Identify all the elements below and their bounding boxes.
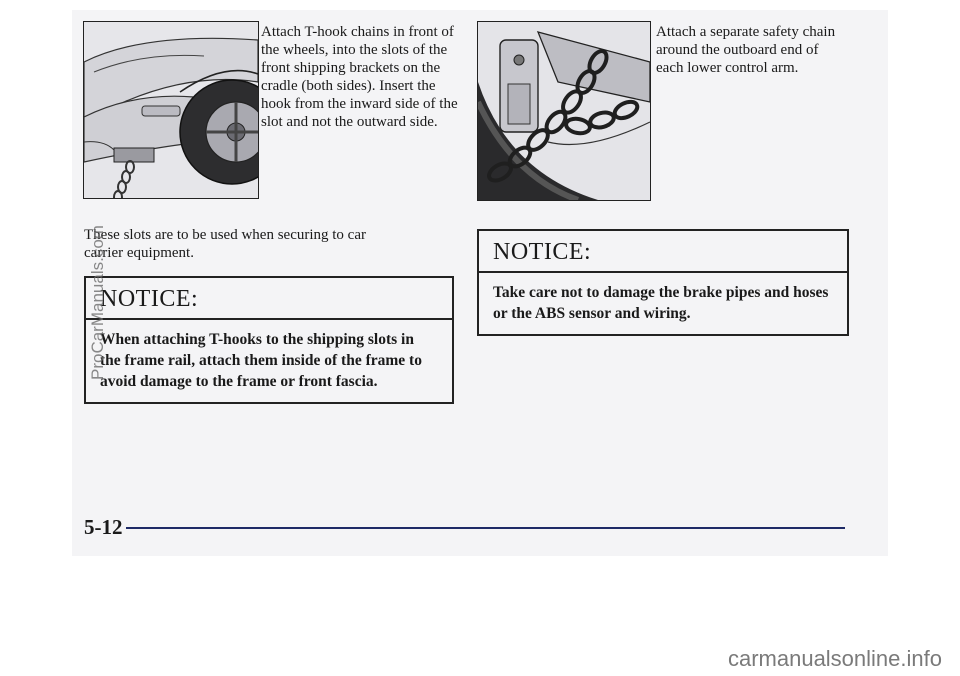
- left-notice-title: NOTICE:: [86, 278, 452, 320]
- side-watermark-text: ProCarManuals.com: [88, 225, 107, 380]
- safety-chain-drawing: [478, 22, 650, 200]
- left-notice-box: [84, 276, 454, 404]
- left-notice-body: When attaching T-hooks to the shipping slots in the frame rail, attach them inside of the frame to avoid damage to the frame or front fascia.: [100, 331, 422, 390]
- right-notice-body: Take care not to damage the brake pipes and hoses or the ABS sensor and wiring.: [493, 284, 829, 322]
- slots-paragraph: These slots are to be used when securing to car carrier equipment.: [84, 227, 366, 261]
- t-hook-drawing: [84, 22, 258, 198]
- safety-chain-illustration: [477, 21, 651, 201]
- site-watermark[interactable]: carmanualsonline.info: [727, 646, 942, 671]
- right-notice-title: NOTICE:: [479, 231, 847, 273]
- page-number: 5-12: [84, 515, 123, 539]
- safety-chain-caption: Attach a separate safety chain around the outboard end of each lower control arm.: [656, 24, 836, 76]
- footer-rule: [126, 527, 845, 529]
- t-hook-caption: Attach T-hook chains in front of the wheels, into the slots of the front shipping brackets on the cradle (both sides). Insert the hook from the inward side of the slot and not the outward side.: [261, 24, 458, 130]
- t-hook-illustration: [83, 21, 259, 199]
- right-notice-box: [477, 229, 849, 336]
- side-watermark: [88, 200, 114, 380]
